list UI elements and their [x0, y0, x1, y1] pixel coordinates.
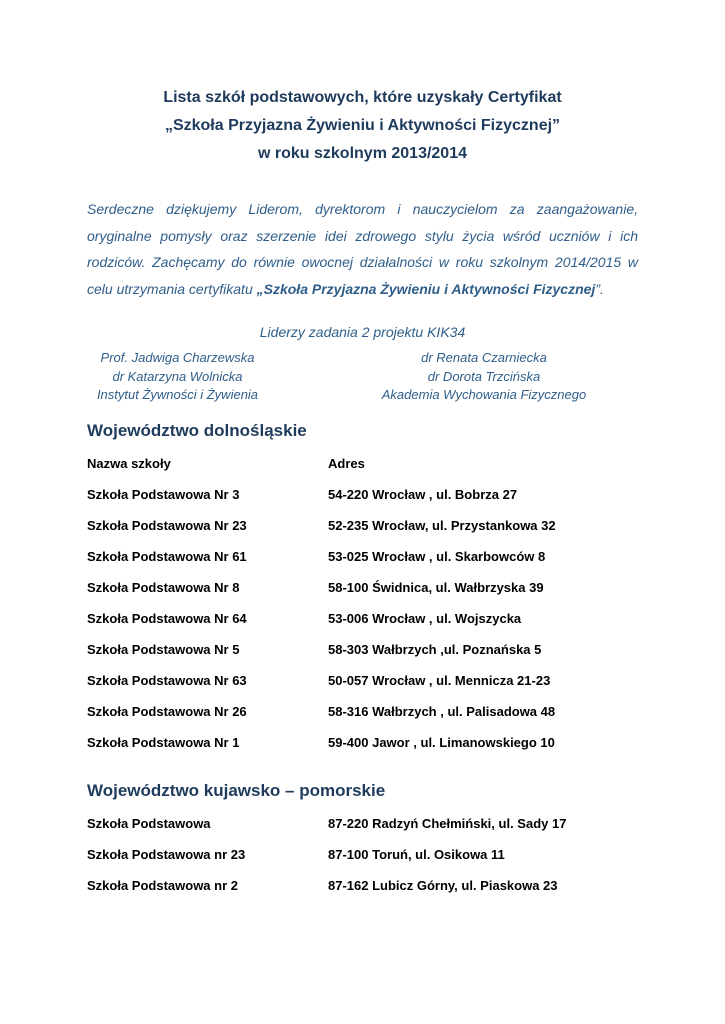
section-title-dolnoslaskie: Województwo dolnośląskie — [87, 421, 307, 440]
school-name: Szkoła Podstawowa Nr 23 — [87, 518, 247, 533]
school-address: 59-400 Jawor , ul. Limanowskiego 10 — [328, 735, 555, 750]
school-name: Szkoła Podstawowa Nr 63 — [87, 673, 247, 688]
table-row — [87, 487, 647, 507]
title-line-3: w roku szkolnym 2013/2014 — [258, 145, 467, 162]
school-address: 87-100 Toruń, ul. Osikowa 11 — [328, 847, 505, 862]
title-line-1: Lista szkół podstawowych, które uzyskały Certyfikat — [163, 89, 562, 106]
certificate-name: „Szkoła Przyjazna Żywieniu i Aktywności Fizycznej — [256, 280, 596, 297]
leaders-right-column — [370, 349, 598, 405]
school-address: 53-025 Wrocław , ul. Skarbowców 8 — [328, 549, 546, 564]
table-row — [87, 673, 647, 693]
school-name: Szkoła Podstawowa Nr 8 — [87, 580, 240, 595]
intro-text: Serdeczne dziękujemy Liderom, dyrektorom i nauczycielom za zaangażowanie, oryginalne pomysły oraz szerzenie idei zdrowego stylu życia wśród uczniów i ich rodziców. Zachęcamy do równie owocnej działalności w roku szkolnym 2014/2015 w celu utrzymania certyfikatu — [87, 201, 638, 297]
column-header-address: Adres — [328, 456, 365, 471]
table-row — [87, 816, 647, 836]
intro-paragraph — [87, 196, 638, 302]
table-row — [87, 642, 647, 662]
school-address: 54-220 Wrocław , ul. Bobrza 27 — [328, 487, 518, 502]
school-name: Szkoła Podstawowa nr 2 — [87, 878, 238, 893]
table-row — [87, 549, 647, 569]
school-name: Szkoła Podstawowa Nr 61 — [87, 549, 247, 564]
school-address: 58-100 Świdnica, ul. Wałbrzyska 39 — [328, 580, 544, 595]
table-row — [87, 847, 647, 867]
school-name: Szkoła Podstawowa nr 23 — [87, 847, 246, 862]
document-title — [0, 84, 725, 168]
leader-name: Prof. Jadwiga Charzewska — [100, 350, 255, 365]
school-name: Szkoła Podstawowa — [87, 816, 211, 831]
table-row — [87, 704, 647, 724]
table-row — [87, 580, 647, 600]
leaders-heading: Liderzy zadania 2 projektu KIK34 — [259, 324, 466, 340]
title-line-2: „Szkoła Przyjazna Żywieniu i Aktywności Fizycznej” — [164, 117, 561, 134]
school-name: Szkoła Podstawowa Nr 26 — [87, 704, 247, 719]
leader-institution: Akademia Wychowania Fizycznego — [381, 387, 587, 402]
school-address: 87-162 Lubicz Górny, ul. Piaskowa 23 — [328, 878, 558, 893]
leader-name: dr Dorota Trzcińska — [427, 368, 541, 384]
leader-name: dr Katarzyna Wolnicka — [112, 368, 243, 384]
school-name: Szkoła Podstawowa Nr 64 — [87, 611, 247, 626]
school-address: 50-057 Wrocław , ul. Mennicza 21-23 — [328, 673, 551, 688]
table-row — [87, 518, 647, 538]
school-address: 58-316 Wałbrzych , ul. Palisadowa 48 — [328, 704, 556, 719]
school-address: 87-220 Radzyń Chełmiński, ul. Sady 17 — [328, 816, 567, 831]
school-address: 52-235 Wrocław, ul. Przystankowa 32 — [328, 518, 556, 533]
school-name: Szkoła Podstawowa Nr 1 — [87, 735, 240, 750]
column-header-school: Nazwa szkoły — [87, 456, 171, 471]
intro-closing: ”. — [595, 280, 604, 297]
leader-institution: Instytut Żywności i Żywienia — [96, 387, 259, 402]
table-row — [87, 611, 647, 631]
section-title-kujawsko-pomorskie: Województwo kujawsko – pomorskie — [87, 781, 386, 800]
table-header-row — [87, 456, 647, 476]
table-row — [87, 735, 647, 755]
table-row — [87, 878, 647, 898]
school-address: 53-006 Wrocław , ul. Wojszycka — [328, 611, 522, 626]
leaders-left-column — [80, 349, 275, 405]
leader-name: dr Renata Czarniecka — [421, 350, 547, 365]
school-name: Szkoła Podstawowa Nr 3 — [87, 487, 240, 502]
school-name: Szkoła Podstawowa Nr 5 — [87, 642, 240, 657]
school-address: 58-303 Wałbrzych ,ul. Poznańska 5 — [328, 642, 542, 657]
